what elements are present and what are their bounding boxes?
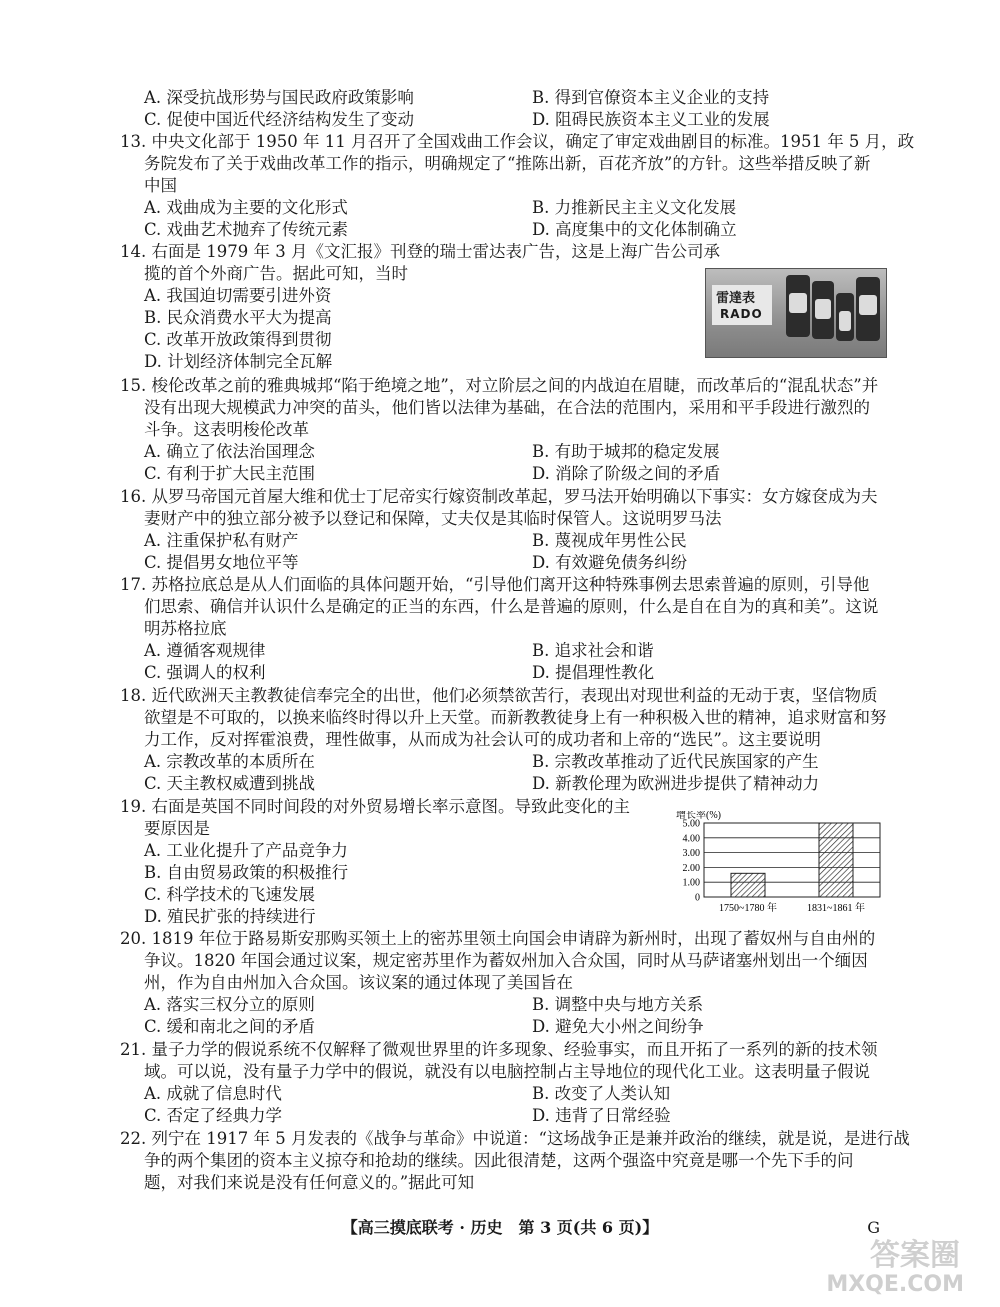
q15-option-b: B. 有助于城邦的稳定发展 (532, 442, 720, 461)
q15-option-c: C. 有利于扩大民主范围 (144, 464, 316, 483)
q16-option-d: D. 有效避免债务纠纷 (532, 553, 688, 572)
q18-stem-line: 欲望是不可取的，以换来临终时得以升上天堂。而新教教徒身上有一种积极入世的精神，追求财富和努 (144, 708, 887, 727)
q19-stem-line: 要原因是 (144, 819, 210, 838)
q18-stem-line: 力工作，反对挥霍浪费，理性做事，从而成为社会认可的成功者和上帝的“选民”。这主要说明 (144, 730, 821, 749)
x-tick-label: 1750~1780 年 (719, 903, 777, 914)
chart-frame (704, 823, 880, 897)
q16-option-b: B. 蔑视成年男性公民 (532, 531, 687, 550)
q20-option-b: B. 调整中央与地方关系 (532, 995, 704, 1014)
q12-option-c: C. 促使中国近代经济结构发生了变动 (144, 110, 415, 129)
q19-stem-line: 19. 右面是英国不同时间段的对外贸易增长率示意图。导致此变化的主 (120, 797, 630, 816)
q20-option-c: C. 缓和南北之间的矛盾 (144, 1017, 316, 1036)
q22-stem-line: 题，对我们来说是没有任何意义的。”据此可知 (144, 1173, 475, 1192)
q17-option-a: A. 遵循客观规律 (144, 641, 266, 660)
q17-option-b: B. 追求社会和谐 (532, 641, 654, 660)
q19-option-d: D. 殖民扩张的持续进行 (144, 907, 316, 926)
q14-option-a: A. 我国迫切需要引进外资 (144, 286, 332, 305)
q14-option-d: D. 计划经济体制完全瓦解 (144, 352, 333, 371)
q22-stem-line: 22. 列宁在 1917 年 5 月发表的《战争与革命》中说道：“这场战争正是兼并政治的继续，就是说，是进行战 (120, 1129, 910, 1148)
q13-stem-line: 中国 (144, 176, 177, 195)
q18-option-b: B. 宗教改革推动了近代民族国家的产生 (532, 752, 819, 771)
q21-option-c: C. 否定了经典力学 (144, 1106, 283, 1125)
q17-stem-line: 17. 苏格拉底总是从人们面临的具体问题开始，“引导他们离开这种特殊事例去思索普遍的原则，引导他 (120, 575, 870, 594)
q14-stem-line: 揽的首个外商广告。据此可知，当时 (144, 264, 408, 283)
watch-icon (786, 275, 810, 337)
trade-growth-chart (662, 811, 887, 921)
q14-option-c: C. 改革开放政策得到贯彻 (144, 330, 332, 349)
bar (819, 823, 853, 897)
q18-option-d: D. 新教伦理为欧洲进步提供了精神动力 (532, 774, 820, 793)
q13-option-b: B. 力推新民主主义文化发展 (532, 198, 737, 217)
q15-stem-line: 15. 梭伦改革之前的雅典城邦“陷于绝境之地”，对立阶层之间的内战迫在眉睫，而改革后的“混乱状态”并 (120, 376, 879, 395)
q21-option-b: B. 改变了人类认知 (532, 1084, 671, 1103)
watermark-url: MXQE.COM (826, 1272, 964, 1297)
q22-stem-line: 争的两个集团的资本主义掠夺和抢劫的继续。因此很清楚，这两个强盗中究竟是哪一个先下手的问 (144, 1151, 854, 1170)
q15-option-d: D. 消除了阶级之间的矛盾 (532, 464, 721, 483)
q19-option-b: B. 自由贸易政策的积极推行 (144, 863, 349, 882)
q17-option-c: C. 强调人的权利 (144, 663, 266, 682)
q18-option-c: C. 天主教权威遭到挑战 (144, 774, 316, 793)
y-tick-label: 1.00 (682, 877, 700, 889)
q16-option-c: C. 提倡男女地位平等 (144, 553, 299, 572)
y-tick-label: 3.00 (682, 848, 700, 860)
rado-logo-en: RADO (720, 307, 763, 321)
watch-icon (856, 277, 880, 341)
q19-option-a: A. 工业化提升了产品竞争力 (144, 841, 348, 860)
q21-stem-line: 域。可以说，没有量子力学中的假说，就没有以电脑控制占主导地位的现代化工业。这表明量子假说 (144, 1062, 870, 1081)
q16-stem-line: 妻财产中的独立部分被予以登记和保障，丈夫仅是其临时保管人。这说明罗马法 (144, 509, 722, 528)
watch-icon (836, 293, 854, 341)
q20-option-d: D. 避免大小州之间纷争 (532, 1017, 704, 1036)
y-tick-label: 0 (695, 892, 700, 904)
q16-option-a: A. 注重保护私有财产 (144, 531, 299, 550)
q13-option-c: C. 戏曲艺术抛弃了传统元素 (144, 220, 349, 239)
q17-stem-line: 们思索、确信并认识什么是确定的正当的东西，什么是普遍的原则，什么是自在自为的真和美”。这说 (144, 597, 879, 616)
q15-option-a: A. 确立了依法治国理念 (144, 442, 315, 461)
q14-option-b: B. 民众消费水平大为提高 (144, 308, 332, 327)
y-tick-label: 2.00 (682, 862, 700, 874)
q13-stem-line: 13. 中央文化部于 1950 年 11 月召开了全国戏曲工作会议，确定了审定戏曲剧目的标准。1951 年 5 月，政 (120, 132, 915, 151)
q18-option-a: A. 宗教改革的本质所在 (144, 752, 315, 771)
q13-stem-line: 务院发布了关于戏曲改革工作的指示，明确规定了“推陈出新，百花齐放”的方针。这些举措反映了新 (144, 154, 871, 173)
q15-stem-line: 没有出现大规模武力冲突的苗头，他们皆以法律为基础，在合法的范围内，采用和平手段进行激烈的 (144, 398, 870, 417)
q18-stem-line: 18. 近代欧洲天主教教徒信奉完全的出世，他们必须禁欲苦行，表现出对现世利益的无动于衷，坚信物质 (120, 686, 878, 705)
q17-option-d: D. 提倡理性教化 (532, 663, 655, 682)
q17-stem-line: 明苏格拉底 (144, 619, 227, 638)
rado-logo-cn: 雷達表 (716, 291, 756, 306)
paper-code: G (867, 1218, 880, 1237)
y-tick-label: 4.00 (682, 833, 700, 845)
watermark-logo: 答案圈 (870, 1238, 960, 1273)
bar (731, 873, 765, 897)
q12-option-d: D. 阻碍民族资本主义工业的发展 (532, 110, 770, 129)
watermark (820, 1230, 970, 1305)
q21-option-d: D. 违背了日常经验 (532, 1106, 671, 1125)
q12-option-b: B. 得到官僚资本主义企业的支持 (532, 88, 770, 107)
y-tick-label: 5.00 (682, 818, 700, 830)
q15-stem-line: 斗争。这表明梭伦改革 (144, 420, 309, 439)
q13-option-d: D. 高度集中的文化体制确立 (532, 220, 737, 239)
rado-logo (712, 285, 772, 325)
x-tick-label: 1831~1861 年 (807, 903, 865, 914)
y-axis-label: 增长率(%) (676, 811, 721, 821)
footer-text: 【高三摸底联考 · 历史 第 3 页(共 6 页)】 (341, 1218, 659, 1237)
q20-stem-line: 20. 1819 年位于路易斯安那购买领土上的密苏里领土向国会申请辟为新州时，出现了蓄奴州与自由州的 (120, 929, 876, 948)
trade-growth-chart-svg (662, 811, 887, 921)
q19-option-c: C. 科学技术的飞速发展 (144, 885, 316, 904)
q13-option-a: A. 戏曲成为主要的文化形式 (144, 198, 348, 217)
watch-icon (812, 281, 834, 339)
q20-stem-line: 争议。1820 年国会通过议案，规定密苏里作为蓄奴州加入合众国，同时从马萨诸塞州划出一个缅因 (144, 951, 868, 970)
q14-stem-line: 14. 右面是 1979 年 3 月《文汇报》刊登的瑞士雷达表广告，这是上海广告公司承 (120, 242, 720, 261)
q20-stem-line: 州，作为自由州加入合众国。该议案的通过体现了美国旨在 (144, 973, 573, 992)
q16-stem-line: 16. 从罗马帝国元首屋大维和优士丁尼帝实行嫁资制改革起，罗马法开始明确以下事实：女方嫁奁成为夫 (120, 487, 878, 506)
q21-option-a: A. 成就了信息时代 (144, 1084, 282, 1103)
q20-option-a: A. 落实三权分立的原则 (144, 995, 315, 1014)
q12-option-a: A. 深受抗战形势与国民政府政策影响 (144, 88, 414, 107)
rado-ad-image (705, 268, 887, 358)
q21-stem-line: 21. 量子力学的假说系统不仅解释了微观世界里的许多现象、经验事实，而且开拓了一系列的新的技术领 (120, 1040, 878, 1059)
